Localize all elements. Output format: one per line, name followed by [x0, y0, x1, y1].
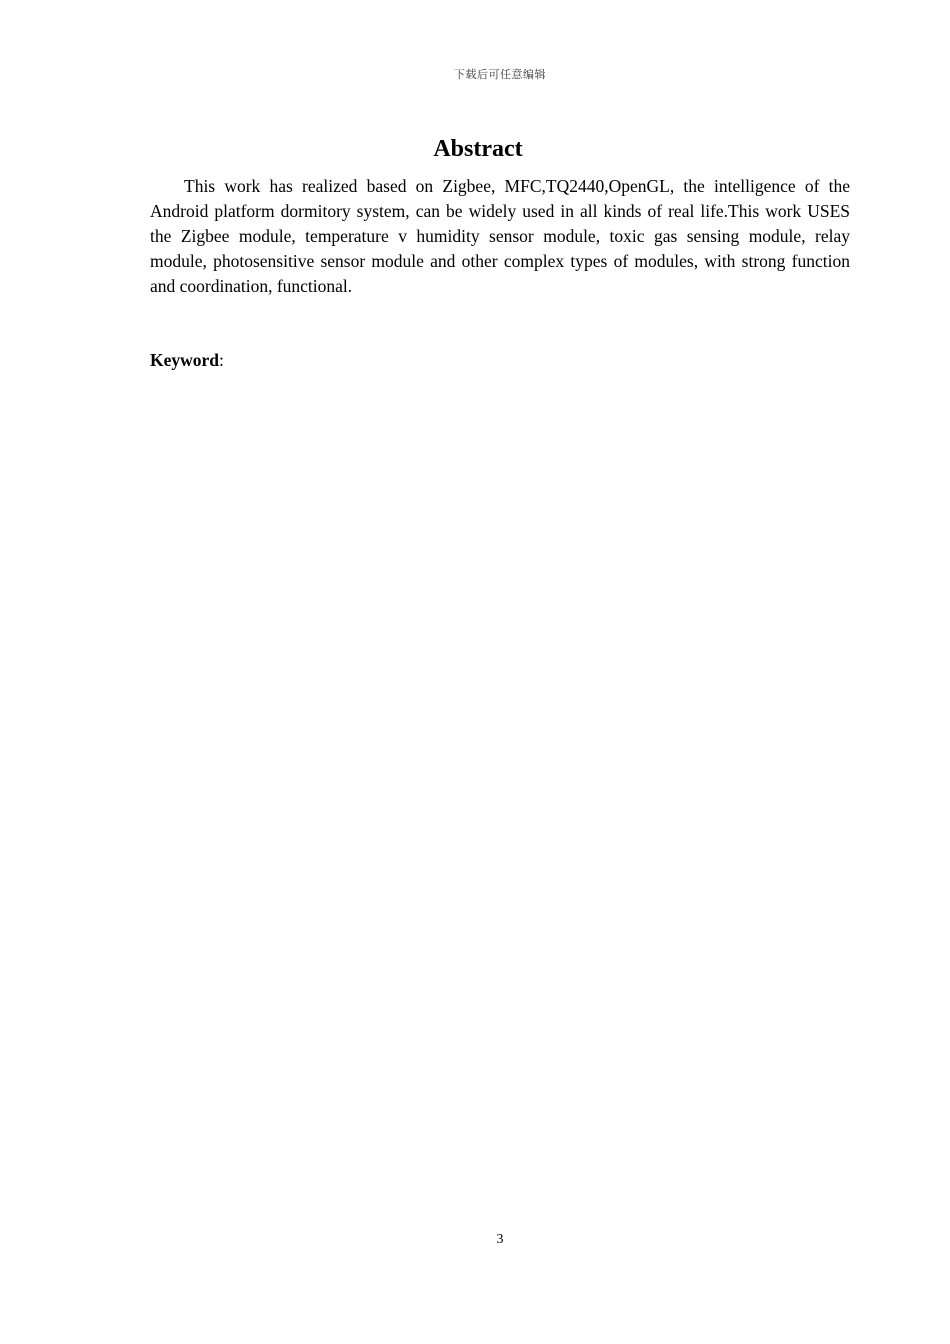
- keyword-separator: :: [219, 350, 224, 370]
- keyword-line: [150, 348, 224, 373]
- keyword-label: Keyword: [150, 350, 220, 370]
- header-note: 下载后可任意编辑: [454, 68, 546, 81]
- page-number: 3: [496, 1232, 504, 1247]
- abstract-title: Abstract: [433, 136, 523, 162]
- abstract-body: This work has realized based on Zigbee, MFC,TQ2440,OpenGL, the intelligence of the Android platform dormitory system, can be widely used in all kinds of real life.This work USES the Zigbee module, temperature v humidity sensor module, toxic gas sensing module, relay module, photosensitive sensor module and other complex types of modules, with strong function and coordination, functional.: [150, 176, 850, 296]
